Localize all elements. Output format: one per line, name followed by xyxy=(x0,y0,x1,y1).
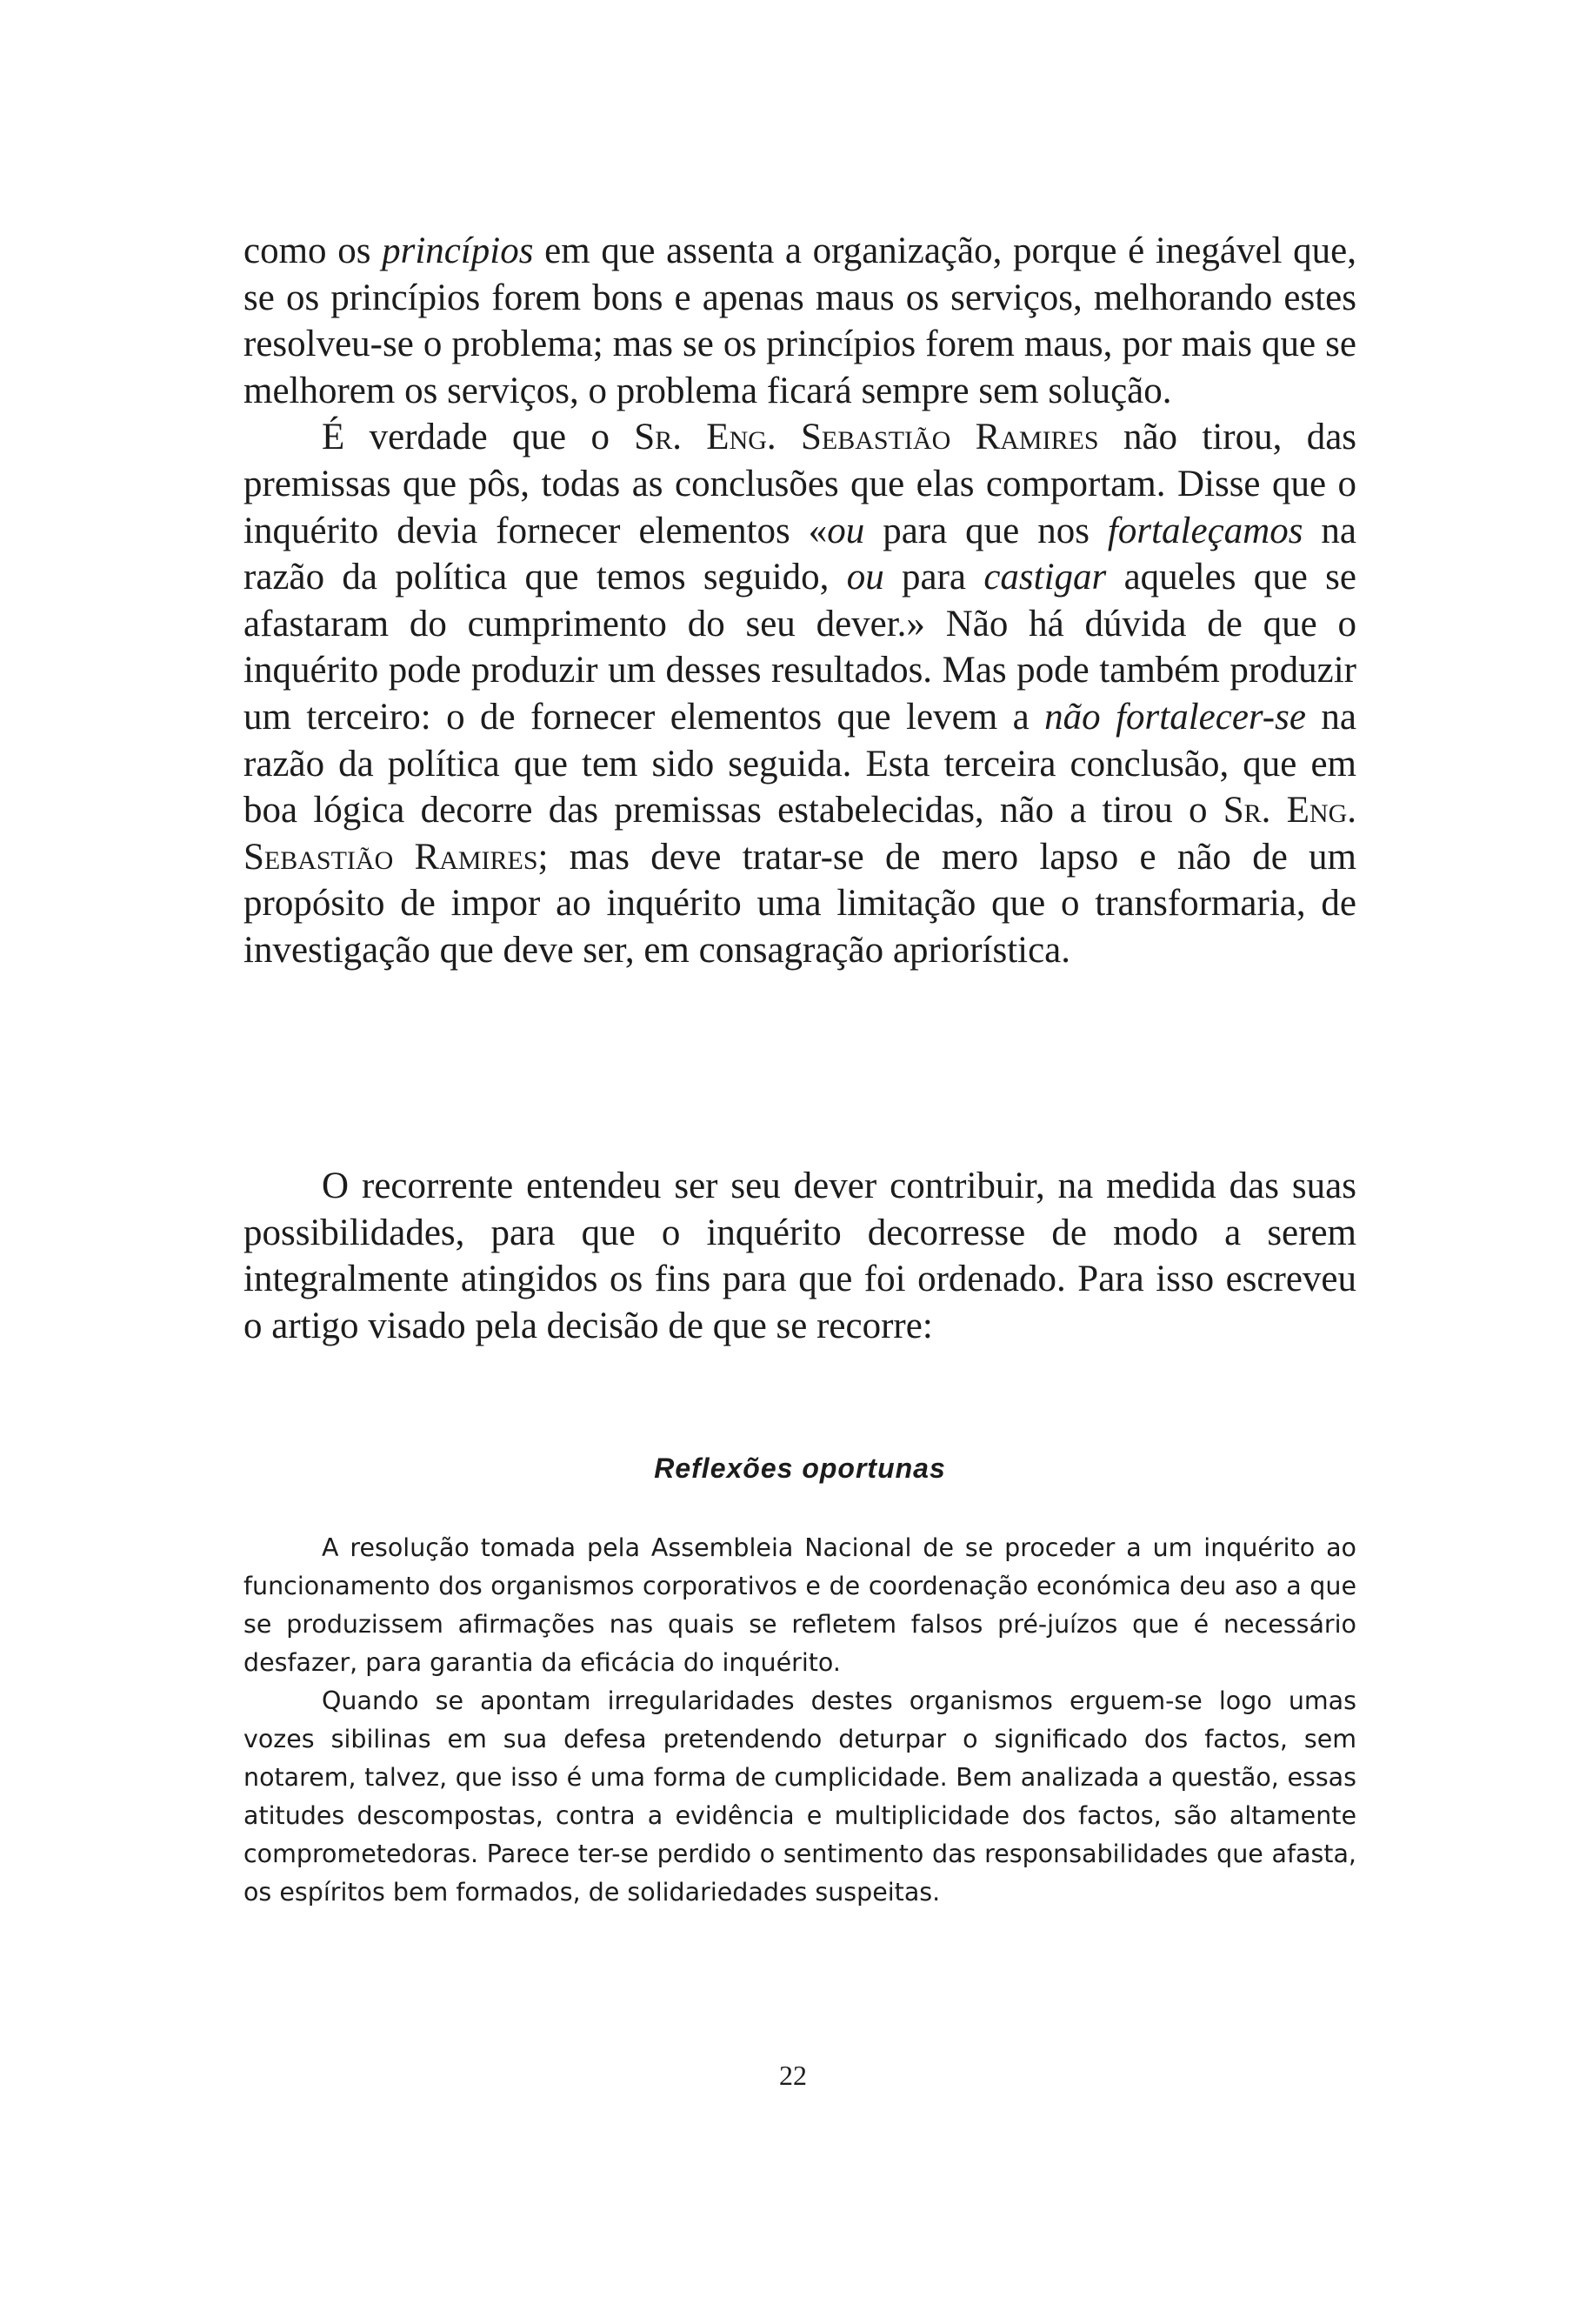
emphasis: não fortalecer-se xyxy=(1044,696,1306,738)
page-number: 22 xyxy=(779,2060,807,2091)
emphasis: castigar xyxy=(983,557,1107,598)
emphasis: ou xyxy=(846,557,884,598)
emphasis: princípios xyxy=(382,230,534,271)
paragraph-3: O recorrente entendeu ser seu dever contribuir, na medida das suas possibilidades, para que o inquérito decorresse de modo a serem integralmente atingidos os fins para que foi ordenado. Para isso escreveu o artigo visado pela decisão de que se recorre: xyxy=(243,1165,1356,1346)
article-paragraph-2: Quando se apontam irregularidades destes organismos erguem-se logo umas vozes sibilinas em sua defesa pretendendo deturpar o significado dos factos, sem notarem, talvez, que isso é uma forma de cumplicidade. Bem analizada a questão, essas atitudes descompostas, contra a evidência e multiplicidade dos factos, são altamente comprometedoras. Parece ter-se perdido o sentimento das responsabilidades que afasta, os espíritos bem formados, de solidariedades suspeitas. xyxy=(243,1686,1356,1907)
article-paragraph-1: A resolução tomada pela Assembleia Nacional de se proceder a um inquérito ao funcionamento dos organismos corporativos e de coordenação económica deu aso a que se produzissem afirmações nas quais se refletem falsos pré-juízos que é necessário desfazer, para garantia da eficácia do inquérito. xyxy=(243,1533,1356,1677)
paragraph-2: É verdade que o Sr. Eng. Sebastião Ramires não tirou, das premissas que pôs, todas as conclusões que elas comportam. Disse que o inquérito devia fornecer elementos «ou para que nos fortaleçamos na razão da política que temos seguido, ou para castigar aqueles que se afastaram do cumprimento do seu dever.» Não há dúvida de que o inquérito pode produzir um desses resultados. Mas pode também produzir um terceiro: o de fornecer elementos que levem a não fortalecer-se na razão da política que tem sido seguida. Esta terceira conclusão, que em boa lógica decorre das premissas estabelecidas, não a tirou o Sr. Eng. Sebastião Ramires; mas deve tratar-se de mero lapso e não de um propósito de impor ao inquérito uma limitação que o transformaria, de investigação que deve ser, em consagração apriorística. xyxy=(243,417,1357,971)
main-text-continued xyxy=(243,1163,1356,1349)
person-name: Sr. Eng. Sebastião Ramires xyxy=(634,417,1099,458)
emphasis: fortaleçamos xyxy=(1107,510,1303,551)
emphasis: ou xyxy=(827,510,865,551)
quoted-article xyxy=(243,1529,1356,1912)
person-name: Sr. Eng. Sebastião Ramires xyxy=(243,790,1356,878)
paragraph-1: como os princípios em que assenta a organização, porque é inegável que, se os princípios forem bons e apenas maus os serviços, melhorando estes resolveu-se o problema; mas se os princípios forem maus, por mais que se melhorem os serviços, o problema ficará sempre sem solução. xyxy=(243,230,1356,411)
article-title: Reflexões oportunas xyxy=(654,1452,946,1484)
main-text xyxy=(243,228,1356,974)
